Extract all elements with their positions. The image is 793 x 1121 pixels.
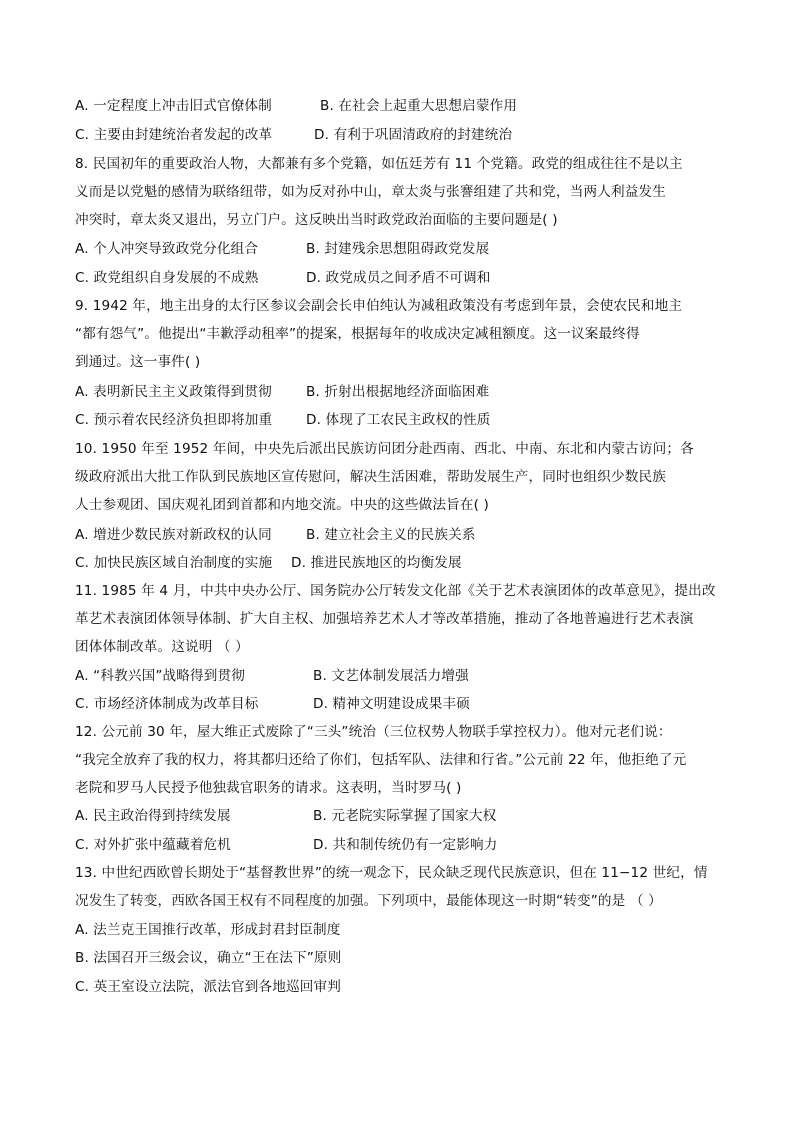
- q8-stem-line-3: 冲突时，章太炎又退出，另立门户。这反映出当时政党政治面临的主要问题是( ): [75, 212, 558, 228]
- q11-option-b[interactable]: B. 文艺体制发展活力增强: [313, 668, 469, 684]
- q10-stem-line-2: 级政府派出大批工作队到民族地区宣传慰问，解决生活困难，帮助发展生产，同时也组织少数民族: [75, 469, 666, 485]
- q13-stem-line-1: 13. 中世纪西欧曾长期处于“基督教世界”的统一观念下，民众缺乏现代民族意识，但在 11−12 世纪，情: [75, 865, 708, 881]
- q8-option-b[interactable]: B. 封建残余思想阻碍政党发展: [306, 241, 490, 257]
- q13-option-a[interactable]: A. 法兰克王国推行改革，形成封君封臣制度: [75, 922, 341, 938]
- q9-option-b[interactable]: B. 折射出根据地经济面临困难: [306, 384, 490, 400]
- q13-option-b[interactable]: B. 法国召开三级会议，确立“王在法下”原则: [75, 950, 342, 966]
- q7-option-d[interactable]: D. 有利于巩固清政府的封建统治: [314, 127, 513, 143]
- q10-option-d[interactable]: D. 推进民族地区的均衡发展: [291, 555, 462, 571]
- q11-option-a[interactable]: A. “科教兴国”战略得到贯彻: [75, 668, 245, 684]
- q11-option-c[interactable]: C. 市场经济体制成为改革目标: [75, 696, 259, 712]
- q12-option-c[interactable]: C. 对外扩张中蕴藏着危机: [75, 837, 232, 853]
- q11-option-d[interactable]: D. 精神文明建设成果丰硕: [313, 696, 470, 712]
- q7-option-c[interactable]: C. 主要由封建统治者发起的改革: [75, 127, 273, 143]
- q8-stem-line-1: 8. 民国初年的重要政治人物，大都兼有多个党籍，如伍廷芳有 11 个党籍。政党的组成往往不是以主: [75, 156, 683, 172]
- q9-stem-line-2: “都有怨气”。他提出“丰歉浮动租率”的提案，根据每年的收成决定减租额度。这一议案最终得: [75, 326, 640, 342]
- q10-option-a[interactable]: A. 增进少数民族对新政权的认同: [75, 527, 272, 543]
- q9-stem-line-1: 9. 1942 年，地主出身的太行区参议会副会长申伯纯认为减租政策没有考虑到年景，会使农民和地主: [75, 298, 683, 314]
- q11-stem-line-3: 团体体制改革。这说明 （ ）: [75, 639, 249, 655]
- q11-stem-line-2: 革艺术表演团体领导体制、扩大自主权、加强培养艺术人才等改革措施，推动了各地普遍进行艺术表演: [75, 611, 694, 627]
- q8-option-d[interactable]: D. 政党成员之间矛盾不可调和: [306, 270, 491, 286]
- q12-option-b[interactable]: B. 元老院实际掌握了国家大权: [313, 808, 497, 824]
- q12-stem-line-3: 老院和罗马人民授予他独裁官职务的请求。这表明，当时罗马( ): [75, 780, 462, 796]
- q13-option-c[interactable]: C. 英王室设立法院，派法官到各地巡回审判: [75, 979, 341, 995]
- q10-option-c[interactable]: C. 加快民族区域自治制度的实施: [75, 555, 273, 571]
- q10-option-b[interactable]: B. 建立社会主义的民族关系: [306, 527, 476, 543]
- q12-option-d[interactable]: D. 共和制传统仍有一定影响力: [313, 837, 498, 853]
- q9-stem-line-3: 到通过。这一事件( ): [75, 354, 201, 370]
- q9-option-d[interactable]: D. 体现了工农民主政权的性质: [306, 412, 491, 428]
- q9-option-a[interactable]: A. 表明新民主主义政策得到贯彻: [75, 384, 272, 400]
- q12-option-a[interactable]: A. 民主政治得到持续发展: [75, 808, 231, 824]
- q10-stem-line-1: 10. 1950 年至 1952 年间，中央先后派出民族访问团分赴西南、西北、中南、东北和内蒙古访问；各: [75, 441, 694, 457]
- q8-option-a[interactable]: A. 个人冲突导致政党分化组合: [75, 241, 259, 257]
- q10-stem-line-3: 人士参观团、国庆观礼团到首都和内地交流。中央的这些做法旨在( ): [75, 497, 489, 513]
- q7-option-a[interactable]: A. 一定程度上冲击旧式官僚体制: [75, 98, 272, 114]
- q9-option-c[interactable]: C. 预示着农民经济负担即将加重: [75, 412, 273, 428]
- q8-stem-line-2: 义而是以党魁的感情为联络纽带，如为反对孙中山，章太炎与张謇组建了共和党，当两人利益发生: [75, 184, 666, 200]
- q12-stem-line-1: 12. 公元前 30 年，屋大维正式废除了“三头”统治（三位权势人物联手掌控权力）。他对元老们说：: [75, 724, 672, 740]
- q11-stem-line-1: 11. 1985 年 4 月，中共中央办公厅、国务院办公厅转发文化部《关于艺术表演团体的改革意见》，提出改: [75, 583, 716, 599]
- q12-stem-line-2: “我完全放弃了我的权力，将其都归还给了你们，包括军队、法律和行省。”公元前 22 年，他拒绝了元: [75, 752, 687, 768]
- q13-stem-line-2: 况发生了转变，西欧各国王权有不同程度的加强。下列项中，最能体现这一时期“转变”的是 （ ）: [75, 893, 662, 909]
- q7-option-b[interactable]: B. 在社会上起重大思想启蒙作用: [320, 98, 518, 114]
- q8-option-c[interactable]: C. 政党组织自身发展的不成熟: [75, 270, 259, 286]
